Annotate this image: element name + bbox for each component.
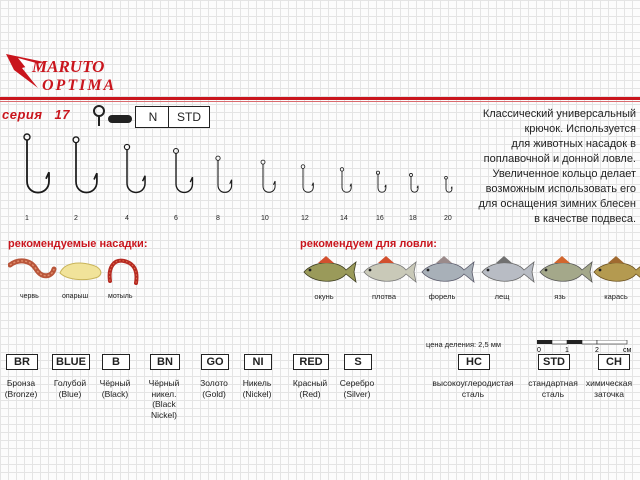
hook-eye	[301, 165, 305, 169]
hook-1	[24, 134, 49, 222]
hook-size-label: 2	[74, 215, 78, 222]
description-line: Классический универсальный	[482, 108, 636, 120]
hook-shape	[76, 143, 97, 193]
scale-tick: 1	[565, 347, 569, 354]
fish-label: язь	[554, 292, 566, 301]
hook-6	[174, 149, 193, 223]
fish-icon	[540, 256, 592, 282]
fish-label: лещ	[494, 292, 510, 301]
hook-size-label: 20	[444, 215, 452, 222]
series-text: серия	[2, 107, 43, 122]
worm-icon	[10, 261, 54, 276]
hook-shape	[378, 174, 386, 192]
description-line: в качестве подвеса.	[534, 213, 636, 225]
hook-size-label: 16	[376, 215, 384, 222]
hook-eye	[409, 173, 412, 176]
fish-illustrations	[300, 254, 640, 288]
bait-label-bloodworm: мотыль	[108, 293, 133, 300]
material-description: высокоуглеродистая сталь	[432, 378, 514, 399]
finish-code: BN	[150, 354, 180, 370]
finish-description: Чёрный никел. (Black Nickel)	[148, 378, 180, 420]
hook-20	[444, 176, 452, 222]
finish-description: Золото (Gold)	[200, 378, 228, 399]
hook-10	[261, 160, 275, 222]
scale-tick: см	[623, 347, 632, 354]
description-line: поплавочной и донной ловле.	[483, 153, 636, 165]
fish-label: форель	[428, 292, 456, 301]
maruto-optima-logo	[4, 48, 144, 104]
fish-icon	[364, 256, 416, 282]
series-number: 17	[54, 107, 70, 122]
finish-code: GO	[201, 354, 229, 370]
hook-eye	[24, 134, 30, 140]
series-label	[2, 107, 70, 122]
product-description	[456, 107, 636, 227]
hook-2	[73, 137, 97, 222]
hook-eye	[340, 168, 343, 171]
fish-label: плотва	[371, 292, 397, 301]
description-line: Увеличенное кольцо делает	[492, 168, 636, 180]
hook-eye	[261, 160, 265, 164]
hook-shape	[263, 164, 275, 192]
hook-eye	[376, 171, 379, 174]
hook-shape	[27, 140, 49, 193]
hook-size-label: 12	[301, 215, 309, 222]
description-line: для животных насадок в	[511, 138, 636, 150]
hook-shape	[342, 171, 351, 192]
description-line: крючок. Используется	[524, 123, 636, 135]
hook-8	[216, 156, 232, 222]
hook-eye	[124, 144, 129, 149]
maggot-icon	[60, 263, 101, 280]
material-code: STD	[538, 354, 570, 370]
scale-label: цена деления: 2,5 мм	[426, 340, 502, 349]
description-line: возможным использовать его	[485, 183, 636, 195]
finish-code: B	[102, 354, 130, 370]
bait-label-worm: червь	[20, 293, 39, 300]
hook-size-label: 4	[125, 215, 129, 222]
finish-description: Голубой (Blue)	[53, 378, 87, 399]
hook-shape	[411, 176, 418, 192]
fish-icon	[422, 256, 474, 282]
hook-eye	[73, 137, 79, 143]
finish-description: Чёрный (Black)	[99, 378, 131, 399]
material-code: CH	[598, 354, 630, 370]
hook-14	[340, 168, 351, 222]
hook-eye	[174, 149, 179, 154]
fish-heading: рекомендуем для ловли:	[300, 238, 437, 250]
description-line: для оснащения зимних блесен	[478, 198, 636, 210]
hook-shape	[127, 150, 145, 193]
material-description: химическая заточка	[585, 378, 633, 399]
eye-type-n: N	[135, 106, 171, 128]
hook-18	[409, 173, 418, 222]
finish-description: Бронза (Bronze)	[4, 378, 38, 399]
fish-icon	[594, 256, 640, 282]
fish-icon	[304, 256, 356, 282]
bait-heading: рекомендуемые насадки:	[8, 238, 148, 250]
hook-shape	[446, 179, 452, 192]
red-rule	[0, 97, 640, 100]
material-code: HC	[458, 354, 490, 370]
bait-illustrations	[8, 255, 142, 291]
scale-tick: 0	[537, 347, 541, 354]
finish-code: RED	[293, 354, 329, 370]
finish-description: Серебро (Silver)	[339, 378, 375, 399]
finish-code: BLUE	[52, 354, 90, 370]
fish-label: окунь	[314, 292, 334, 301]
hook-shape	[218, 160, 232, 192]
finish-code: S	[344, 354, 372, 370]
hook-size-label: 14	[340, 215, 348, 222]
ringed-eye-icon	[92, 104, 138, 128]
finish-description: Красный (Red)	[292, 378, 328, 399]
bait-label-maggot: опарыш	[62, 293, 89, 300]
scale-tick: 2	[595, 347, 599, 354]
fish-label: карась	[604, 292, 628, 301]
hook-size-label: 18	[409, 215, 417, 222]
eye-type-std: STD	[168, 106, 210, 128]
hook-12	[301, 165, 313, 222]
fish-icon	[482, 256, 534, 282]
hook-size-label: 10	[261, 215, 269, 222]
scale-ruler	[537, 340, 637, 354]
finish-code: NI	[244, 354, 272, 370]
hook-4	[124, 144, 145, 222]
finish-description: Никель (Nickel)	[242, 378, 272, 399]
hook-size-label: 8	[216, 215, 220, 222]
hook-shape	[176, 153, 193, 192]
hook-size-label: 1	[25, 215, 29, 222]
material-description: стандартная сталь	[528, 378, 578, 399]
hook-eye	[445, 176, 448, 179]
red-rule-thin	[0, 101, 640, 102]
brand-top: MARUTO	[32, 57, 105, 76]
hook-size-chart	[0, 130, 470, 225]
hook-shape	[303, 168, 313, 192]
brand-bottom: OPTIMA	[42, 77, 117, 94]
hook-size-label: 6	[174, 215, 178, 222]
hook-16	[376, 171, 386, 222]
hook-eye	[216, 156, 220, 160]
finish-code: BR	[6, 354, 38, 370]
